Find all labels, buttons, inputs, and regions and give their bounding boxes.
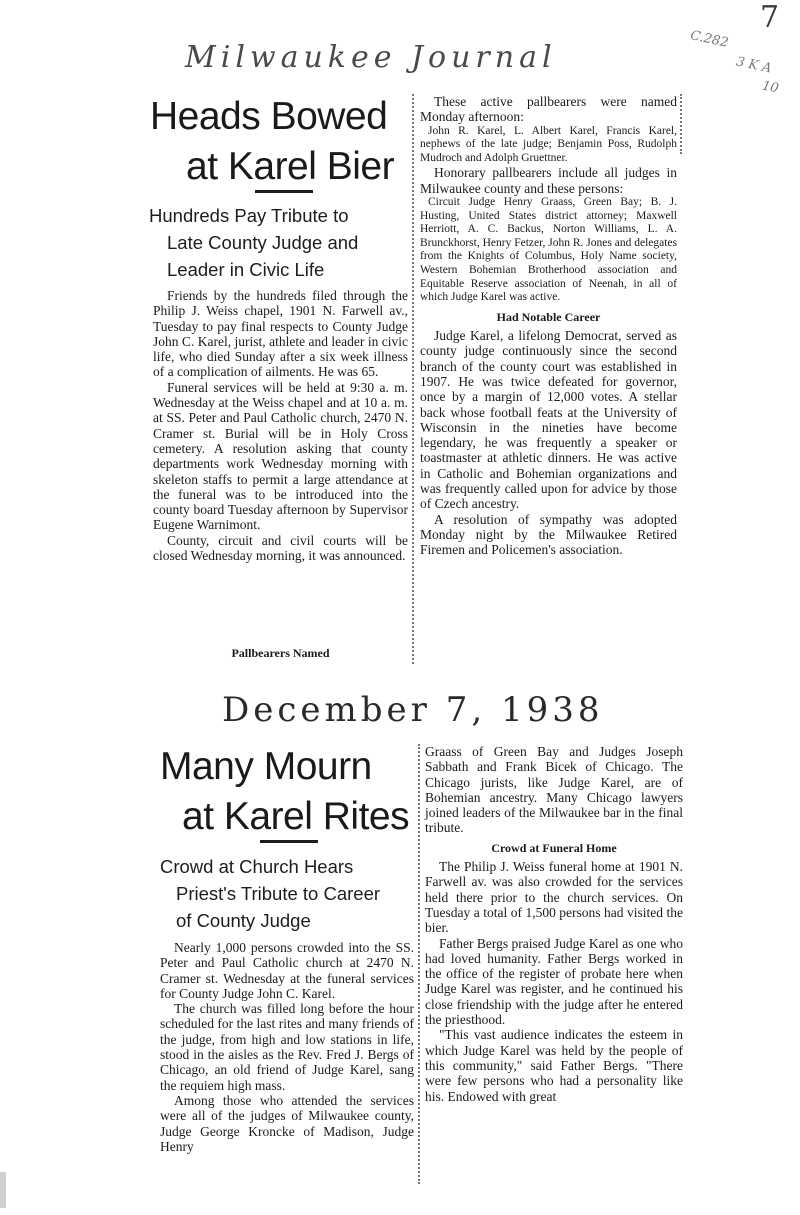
page-number: 7 — [760, 0, 780, 35]
article2-deck-line-2: Priest's Tribute to Career — [176, 883, 381, 904]
archive-code-line-3: 10 — [760, 78, 780, 97]
article2-right-column — [425, 744, 683, 1104]
article1-right-paragraph-1: These active pallbearers were named Monday afternoon: — [420, 94, 677, 125]
article2-headline-rule — [260, 840, 318, 843]
article1-right-paragraph-2: Honorary pallbearers include all judges in Milwaukee county and these persons: — [420, 165, 677, 196]
article1-active-pallbearers-list: John R. Karel, L. Albert Karel, Francis Karel, nephews of the late judge; Benjamin Poss, Rudolph Mudroch and Adolph Gruettner. — [420, 124, 677, 164]
article1-left-subhead: Pallbearers Named — [231, 646, 330, 660]
article1-left-paragraph-1: Friends by the hundreds filed through the Philip J. Weiss chapel, 1901 N. Farwell av., Tuesday to pay final respects to County Judge John C. Karel, jurist, athlete and leader in civic life, who died Sunday after a six week illness of a complication of ailments. He was 65. — [153, 288, 408, 380]
archive-code-line-2: 3 K A — [734, 54, 773, 77]
article2-left-column — [160, 940, 414, 1154]
article1-column-divider — [412, 94, 415, 664]
article2-right-subhead: Crowd at Funeral Home — [491, 840, 617, 855]
clipping-header-handwritten: Milwaukee Journal — [185, 40, 557, 75]
article1-right-paragraph-4: A resolution of sympathy was adopted Monday night by the Milwaukee Retired Firemen and Policemen's association. — [420, 511, 677, 558]
article2-left-paragraph-3: Among those who attended the services were all of the judges of Milwaukee county, Judge George Kroncke of Madison, Judge Henry — [160, 1092, 414, 1154]
article2-headline-line-2: at Karel Rites — [182, 795, 410, 838]
article1-left-paragraph-2: Funeral services will be held at 9:30 a. m. Wednesday at the Weiss chapel and at 10 a. m. at SS. Peter and Paul Catholic church, 2470 N. Cramer st. Burial will be in Holy Cross cemetery. A resolution asking that county departments work Wednesday morning with skeleton staffs to permit a large attendance at the funeral was to be introduced into the county board Tuesday afternoon by Supervisor Eugene Warnimont. — [153, 379, 408, 533]
article2-right-paragraph-2: The Philip J. Weiss funeral home at 1901 N. Farwell av. was also crowded for the services held there prior to the church services. On Tuesday a total of 1,500 persons had visited the bier. — [425, 859, 683, 936]
article1-deck-line-2: Late County Judge and — [167, 232, 359, 253]
article1-headline-line-2: at Karel Bier — [186, 145, 395, 188]
article2-column-divider — [418, 744, 421, 1184]
article2-deck-line-3: of County Judge — [176, 910, 311, 931]
article2-left-paragraph-2: The church was filled long before the hour scheduled for the last rites and many friends of the judge, from high and low stations in life, stood in the aisles as the Rev. Fred J. Bergs of Chicago, an old friend of Judge Karel, sang the requiem high mass. — [160, 1001, 414, 1093]
article1-deck-line-1: Hundreds Pay Tribute to — [149, 205, 349, 226]
article2-headline-line-1: Many Mourn — [160, 745, 372, 788]
article2-headline — [160, 742, 409, 842]
scan-edge-mark — [0, 1172, 6, 1208]
article1-left-column — [153, 288, 408, 563]
article1-right-column — [420, 94, 677, 557]
article1-honorary-pallbearers-list: Circuit Judge Henry Graass, Green Bay; B. J. Husting, United States district attorney; Maxwell Herriott, A. C. Backus, Norton Williams, L. A. Brunckhorst, Henry Fetzer, John R. Jones and delegates from the Knights of Columbus, Holy Name society, Western Bohemian Brotherhood association and Equitable Reserve association of Neenah, in all of which Judge Karel was active. — [420, 195, 677, 304]
article2-deck — [160, 853, 410, 934]
article2-right-paragraph-4: "This vast audience indicates the esteem in which Judge Karel was held by the people of this community," said Father Bergs. "There were few persons who had a personality like his. Endowed with great — [425, 1027, 683, 1104]
article1-right-subhead: Had Notable Career — [496, 309, 601, 324]
article2-right-paragraph-3: Father Bergs praised Judge Karel as one who had loved humanity. Father Bergs worked in the office of the register of probate here when Judge Karel was register, and he continued his close friendship with the judge after he entered the priesthood. — [425, 935, 683, 1028]
article1-deck — [149, 202, 409, 283]
article1-right-paragraph-3: Judge Karel, a lifelong Democrat, served as county judge continuously since the second branch of the county court was established in 1907. He was twice defeated for governor, once by a margin of 12,000 votes. A stellar back whose football feats at the University of Wisconsin in the nineties have become legendary, he was frequently a speaker or toastmaster at athletic dinners. He was active in Catholic and Bohemian organizations and was frequently called upon for advice by those of Czech ancestry. — [420, 328, 677, 512]
article1-headline-line-1: Heads Bowed — [150, 95, 388, 138]
clipping-date-handwritten: December 7, 1938 — [222, 690, 604, 730]
article1-headline-rule — [255, 190, 313, 193]
article1-headline — [150, 92, 394, 192]
article1-left-paragraph-3: County, circuit and civil courts will be closed Wednesday morning, it was announced. — [153, 532, 408, 564]
article2-left-paragraph-1: Nearly 1,000 persons crowded into the SS. Peter and Paul Catholic church at 2470 N. Cramer st. Wednesday at the funeral services for County Judge John C. Karel. — [160, 940, 414, 1001]
archive-code-line-1: C.282 — [688, 28, 730, 51]
article2-deck-line-1: Crowd at Church Hears — [160, 856, 354, 877]
article1-deck-line-3: Leader in Civic Life — [167, 259, 325, 280]
article2-right-paragraph-1: Graass of Green Bay and Judges Joseph Sabbath and Frank Bicek of Chicago. The Chicago jurists, like Judge Karel, are of Bohemian ancestry. Many Chicago lawyers joined leaders of the Milwaukee bar in the final tribute. — [425, 744, 683, 836]
article1-right-edge-mark — [680, 94, 683, 154]
